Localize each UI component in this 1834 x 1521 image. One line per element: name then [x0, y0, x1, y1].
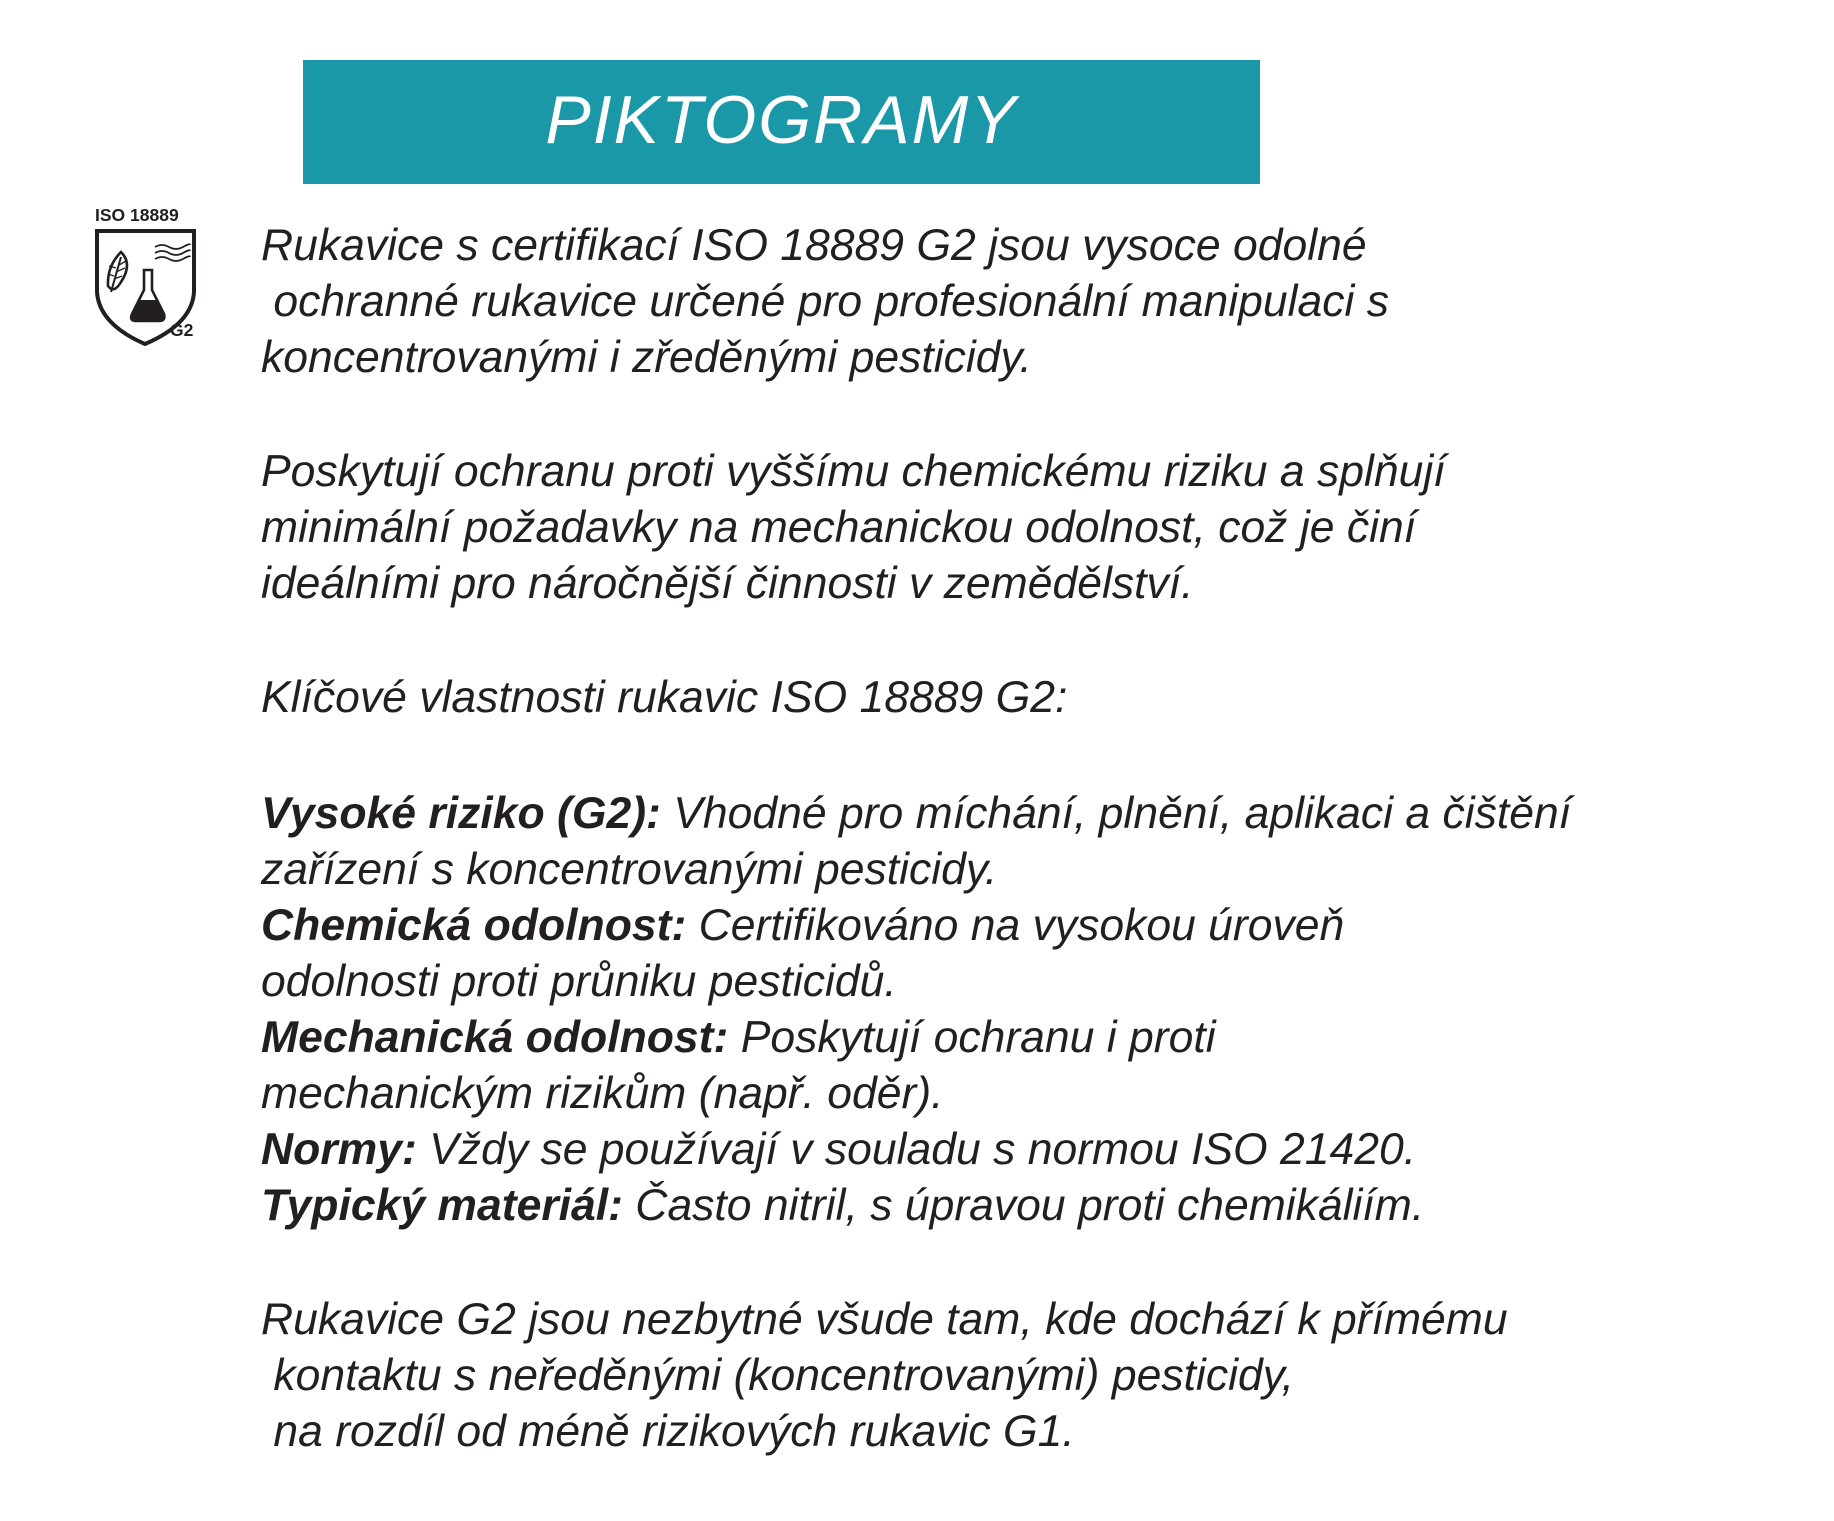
feature-text-cont: odolnosti proti průniku pesticidů. [261, 957, 897, 1006]
logo-grade-label: G2 [170, 320, 194, 340]
feature-chemical [261, 898, 1801, 954]
feature-text: Vhodné pro míchání, plnění, aplikaci a čištění [660, 789, 1572, 838]
feature-text-cont: mechanickým rizikům (např. oděr). [261, 1069, 944, 1118]
protection-paragraph [261, 444, 1801, 612]
feature-material [261, 1178, 1801, 1234]
paragraph-line: Poskytují ochranu proti vyššímu chemickému riziku a splňují [261, 447, 1446, 496]
feature-label: Typický materiál: [261, 1181, 623, 1230]
paragraph-line: ochranné rukavice určené pro profesionální manipulaci s [261, 277, 1389, 326]
paragraph-line: ideálními pro náročnější činnosti v zemědělství. [261, 559, 1194, 608]
feature-mechanical [261, 1010, 1801, 1066]
feature-text: Certifikováno na vysokou úroveň [686, 901, 1345, 950]
feature-norms [261, 1122, 1801, 1178]
feature-high-risk [261, 786, 1801, 842]
document-body [261, 218, 1801, 1460]
paragraph-line: Rukavice G2 jsou nezbytné všude tam, kde dochází k přímému [261, 1295, 1508, 1344]
banner-title: PIKTOGRAMY [545, 82, 1018, 158]
feature-text: Vždy se používají v souladu s normou ISO 21420. [416, 1125, 1417, 1174]
feature-text: Poskytují ochranu i proti [728, 1013, 1216, 1062]
paragraph-line: koncentrovanými i zředěnými pesticidy. [261, 333, 1032, 382]
logo-standard-label: ISO 18889 [95, 205, 179, 225]
closing-paragraph [261, 1292, 1801, 1460]
feature-text: Často nitril, s úpravou proti chemikáliím. [622, 1181, 1425, 1230]
paragraph-line: kontaktu s neředěnými (koncentrovanými) pesticidy, [261, 1351, 1295, 1400]
title-banner [303, 60, 1260, 184]
feature-label: Vysoké riziko (G2): [261, 789, 661, 838]
features-heading: Klíčové vlastnosti rukavic ISO 18889 G2: [261, 673, 1068, 722]
intro-paragraph [261, 218, 1801, 386]
feature-text-cont: zařízení s koncentrovanými pesticidy. [261, 845, 998, 894]
features-list [261, 786, 1801, 1234]
feature-label: Normy: [261, 1125, 417, 1174]
paragraph-line: na rozdíl od méně rizikových rukavic G1. [261, 1407, 1075, 1456]
feature-label: Chemická odolnost: [261, 901, 687, 950]
iso-18889-shield-icon [92, 200, 206, 348]
paragraph-line: Rukavice s certifikací ISO 18889 G2 jsou vysoce odolné [261, 221, 1367, 270]
paragraph-line: minimální požadavky na mechanickou odolnost, což je činí [261, 503, 1417, 552]
feature-label: Mechanická odolnost: [261, 1013, 729, 1062]
